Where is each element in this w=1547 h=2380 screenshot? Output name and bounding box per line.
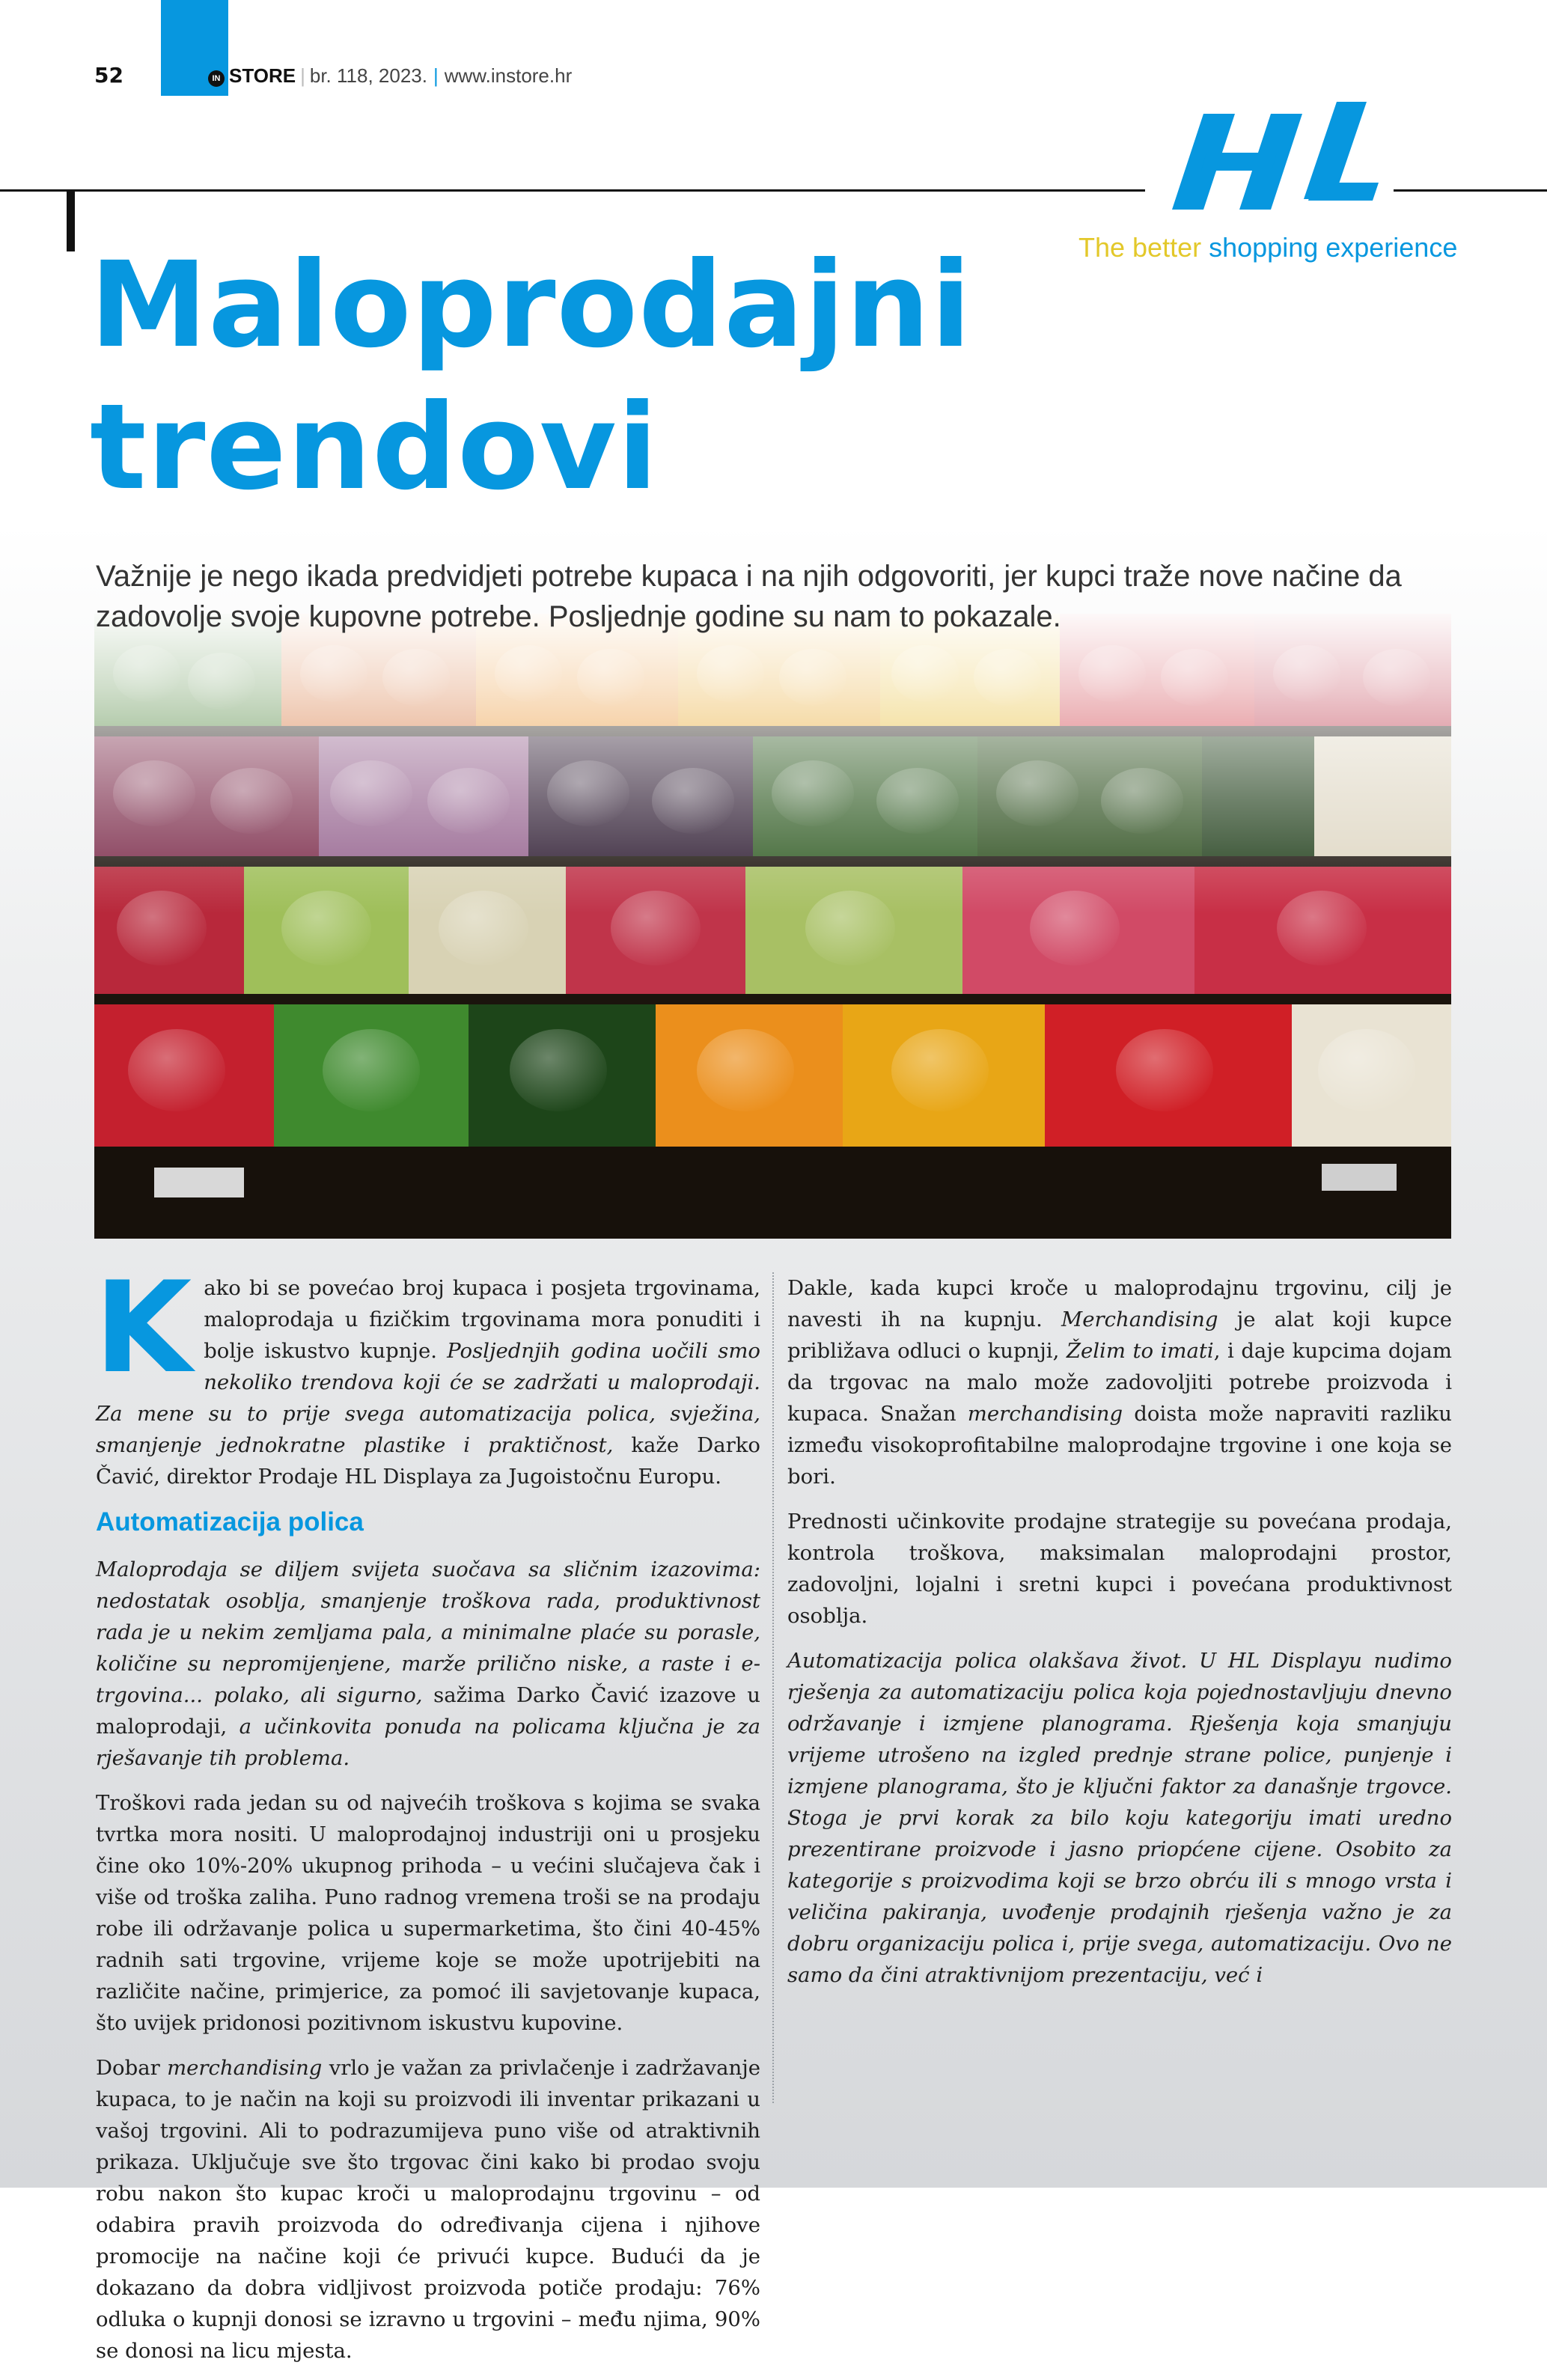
logo-tagline: [1078, 232, 1457, 263]
header-meta: [208, 64, 572, 88]
produce-display-photo: [94, 614, 1451, 1239]
text: kaže Darko Čavić, direktor Prodaje HL Displaya za Jugoistočnu Europu.: [96, 1433, 760, 1489]
article-column-right: [787, 1272, 1452, 2004]
paragraph: Troškovi rada jedan su od najvećih troškova s kojima se svaka tvrtka mora nositi. U maloprodajnoj industriji oni u prosjeku čine oko 10%-20% ukupnog prihoda – u većini slučajeva čak i više od troška zaliha. Puno radnog vremena troši se na prodaju robe ili održavanje polica u supermarketima, što čini 40-45% radnih sati trgovine, vrijeme koje se može upotrijebiti na različite načine, primjerice, za pomoć ili savjetovanje kupaca, što uvijek pridonosi pozitivnom iskustvu kupovine.: [96, 1791, 760, 2035]
paragraph: Prednosti učinkovite prodajne strategije su povećana prodaja, kontrola troškova, maksimalan maloprodajni prostor, zadovoljni, lojalni i sretni kupci i povećana produktivnost osoblja.: [787, 1510, 1452, 1628]
paragraph: [787, 1272, 1452, 1492]
paragraph: [96, 2052, 760, 2367]
headline-line-1: Maloprodajni: [90, 237, 972, 374]
text: doista može napraviti razliku između visokoprofitabilne maloprodajne trgovine i one koja se bori.: [787, 1402, 1452, 1489]
text: , i daje kupcima dojam da trgovac na malo može zadovoljiti potrebe proizvoda i kupaca. Snažan: [787, 1339, 1452, 1426]
headline-line-2: trendovi: [90, 379, 659, 516]
section-heading: Automatizacija polica: [96, 1507, 364, 1537]
tagline-part1: The better: [1078, 232, 1202, 263]
text: Dobar: [96, 2056, 168, 2080]
title-accent-bar: [67, 192, 75, 251]
issue-number: br. 118, 2023.: [309, 64, 427, 87]
paragraph: Automatizacija polica olakšava život. U HL Displayu nudimo rješenja za automatizaciju polica koja pojednostavljuju dnevno održavanje i izmjene planograma. Rješenja koja smanjuju vrijeme utrošeno na izgled prednje strane police, punjenje i izmjene planograma, što je ključni faktor za današnje trgovce. Stoga je prvi korak za bilo koju kategoriju imati uredno prezentirane proizvode i jasno priopćene cijene. Osobito za kategorije s proizvodima koji se brzo obrću ili s mnogo vrsta i veličina pakiranja, uvođenje prodajnih rješenja važno je za dobru organizaciju polica i, prije svega, automatizaciju. Ovo ne samo da čini atraktivnijom prezentaciju, već i: [787, 1649, 1452, 1987]
separator: |: [433, 64, 439, 87]
quote: a učinkovita ponuda na policama ključna je za rješavanje tih problema.: [96, 1715, 760, 1770]
column-divider: [772, 1272, 774, 2103]
header-rule: [1394, 189, 1547, 192]
article-column-left: [94, 1254, 760, 2380]
magazine-badge-icon: IN: [208, 70, 225, 87]
term: merchandising: [167, 2056, 323, 2080]
website-link[interactable]: www.instore.hr: [444, 64, 573, 87]
term: merchandising: [967, 1402, 1123, 1426]
header-rule: [0, 189, 1145, 192]
separator: |: [300, 64, 305, 87]
drop-cap: K: [94, 1254, 192, 1401]
term: Merchandising: [1061, 1308, 1218, 1331]
term: Želim to imati: [1066, 1339, 1214, 1363]
text: ako bi se povećao broj kupaca i posjeta trgovinama, maloprodaja u fizičkim trgovinama mora ponuditi i bolje iskustvo kupnje.: [204, 1276, 760, 1363]
text: Dakle, kada kupci kroče u maloprodajnu trgovinu, cilj je navesti ih na kupnju.: [787, 1276, 1452, 1331]
paragraph: [96, 1554, 760, 1774]
paragraph-intro: [94, 1254, 760, 1492]
quote: Maloprodaja se diljem svijeta suočava sa sličnim izazovima: nedostatak osoblja, smanjenje troškova rada, produktivnost rada je u nekim zemljama pala, a minimalne plaće su porasle, količine su nepromijenjene, marže prilično niske, a raste i e-trgovina... polako, ali sigurno,: [96, 1557, 760, 1707]
tagline-part2: shopping experience: [1209, 232, 1458, 263]
produce-illustration: [94, 614, 1451, 1239]
quote: Posljednjih godina uočili smo nekoliko trendova koji će se zadržati u maloprodaji. Za mene su to prije svega automatizacija polica, svježina, smanjenje jednokratne plastike i praktičnost,: [96, 1339, 760, 1457]
hl-logo-icon: [1160, 99, 1385, 219]
page-number: 52: [94, 63, 123, 88]
magazine-name: STORE: [229, 64, 296, 87]
text: vrlo je važan za privlačenje i zadržavanje kupaca, to je način na koji su proizvodi ili inventar prikazani u vašoj trgovini. Ali to podrazumijeva puno više od atraktivnih prikaza. Uključuje sve što trgovac čini kako bi prodao svoju robu nakon što kupac kroči u maloprodajnu trgovinu – od odabira pravih proizvoda do određivanja cijena i njihove promocije na načine koji će privući kupce. Budući da je dokazano da dobra vidljivost proizvoda potiče prodaju: 76% odluka o kupnji donosi se izravno u trgovini – među njima, 90% se donosi na licu mjesta.: [96, 2056, 760, 2363]
article-headline: [90, 234, 972, 519]
article-lead: Važnije je nego ikada predvidjeti potrebe kupaca i na njih odgovoriti, jer kupci traže nove načine da zadovolje svoje kupovne potrebe. Posljednje godine su nam to pokazale.: [96, 560, 1402, 633]
text: je alat koji kupce približava odluci o kupnji,: [787, 1308, 1452, 1363]
text: sažima Darko Čavić izazove u maloprodaji,: [96, 1683, 760, 1739]
